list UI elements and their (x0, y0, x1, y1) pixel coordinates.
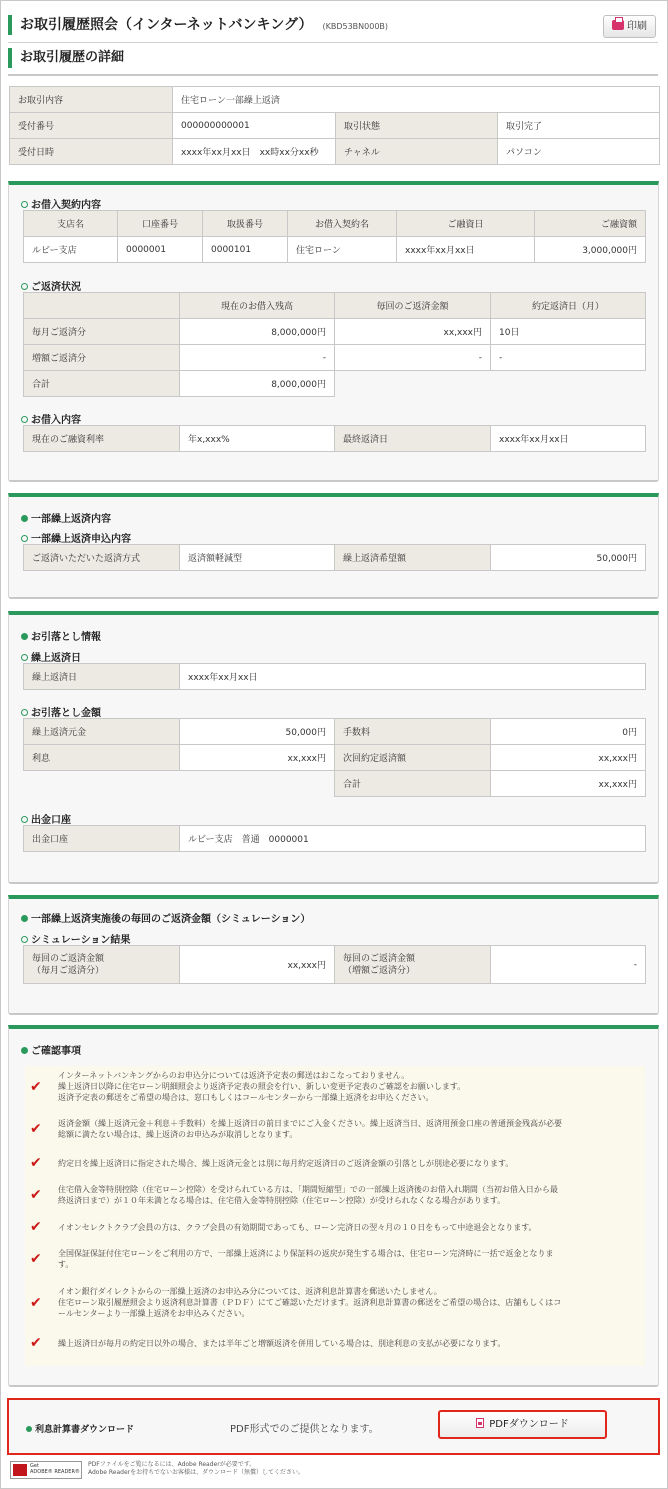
note-text: 全国保証保証付住宅ローンをご利用の方で、一部繰上返済により保証料の返戻が発生する場合は、住宅ローン完済時に一括で返金となりま す。 (58, 1249, 554, 1269)
date-label: 繰上返済日 (24, 664, 180, 690)
balance-cell: 8,000,000円 (180, 371, 335, 397)
receipt-date-label: 受付日時 (10, 139, 173, 165)
rate-label: 現在のご融資利率 (24, 426, 180, 452)
bonus-amount-label: 毎回のご返済金額 （増額ご返済分） (335, 946, 491, 984)
column-header: 現在のお借入残高 (180, 293, 335, 319)
final-date-label: 最終返済日 (335, 426, 491, 452)
contract-name-cell: 住宅ローン (288, 237, 397, 263)
note-text: 繰上返済日が毎月の約定日以外の場合、または半年ごと増額返済を併用している場合は、別途利息の支払が必要になります。 (58, 1339, 506, 1348)
pdf-download-button[interactable]: PDFダウンロード (438, 1410, 607, 1439)
confirmation-heading: ご確認事項 (21, 1042, 81, 1057)
amount-value: 50,000円 (491, 545, 646, 571)
corner-cell (24, 293, 180, 319)
principal-value: 50,000円 (180, 719, 335, 745)
note-text: イオンセレクトクラブ会員の方は、クラブ会員の有効期間であっても、ローン完済日の翌々月の１０日をもって中途退会となります。 (58, 1223, 537, 1232)
loan-amount-cell: 3,000,000円 (535, 237, 646, 263)
loan-contract-heading: お借入契約内容 (21, 196, 101, 211)
loan-contract-table (23, 210, 646, 263)
column-header: 口座番号 (118, 211, 203, 237)
page-title: お取引履歴照会（インターネットバンキング） (KBD53BN000B) (8, 15, 388, 35)
channel-label: チャネル (336, 139, 498, 165)
prepayment-table (23, 544, 646, 571)
note-text: イオン銀行ダイレクトからの一部繰上返済のお申込み分については、返済利息計算書を郵送いたしません。 住宅ローン取引履歴照会より返済利息計算書（ＰＤＦ）にてご確認いただけます。返済利息計算書の郵送をご希望の場合は、店舗もしくはコ ールセンターより一部繰上返済をお申込みください。 (58, 1287, 562, 1318)
monthly-amount-label: 毎回のご返済金額 （毎月ご返済分） (24, 946, 180, 984)
check-icon: ✔ (30, 1187, 42, 1203)
adobe-note: PDFファイルをご覧になるには、Adobe Readerが必要です。 Adobe Readerをお持ちでないお客様は、ダウンロード（無償）してください。 (88, 1461, 305, 1476)
day-cell: - (491, 345, 646, 371)
prepayment-subheading: 一部繰上返済申込内容 (21, 530, 131, 545)
interest-value: xx,xxx円 (180, 745, 335, 771)
pdf-icon (476, 1418, 484, 1428)
repayment-status-table (23, 292, 646, 397)
column-header: 約定返済日（月） (491, 293, 646, 319)
next-payment-value: xx,xxx円 (491, 745, 646, 771)
interest-label: 利息 (24, 745, 180, 771)
screen-code: (KBD53BN000B) (322, 22, 389, 31)
fee-value: 0円 (491, 719, 646, 745)
check-icon: ✔ (30, 1155, 42, 1171)
simulation-subheading: シミュレーション結果 (21, 931, 130, 946)
day-cell: 10日 (491, 319, 646, 345)
branch-cell: ルビー支店 (24, 237, 118, 263)
final-date-value: xxxx年xx月xx日 (491, 426, 646, 452)
debit-date-table (23, 663, 646, 690)
row-label: 毎月ご返済分 (24, 319, 180, 345)
balance-cell: 8,000,000円 (180, 319, 335, 345)
printer-icon (612, 20, 624, 30)
column-header: ご融資額 (535, 211, 646, 237)
note-text: インターネットバンキングからのお申込分については返済予定表の郵送はおこなっておりません。 繰上返済日以降に住宅ローン明細照会より返済予定表の照会を行い、新しい変更予定表のご確認をお願いします。 返済予定表の郵送をご希望の場合は、窓口もしくはコールセンターから一部繰上返済をお申込ください。 (58, 1071, 466, 1102)
check-icon: ✔ (30, 1335, 42, 1351)
account-label: 出金口座 (24, 826, 180, 852)
column-header: 取扱番号 (203, 211, 288, 237)
check-icon: ✔ (30, 1079, 42, 1095)
adobe-logo-icon (13, 1464, 27, 1476)
principal-label: 繰上返済元金 (24, 719, 180, 745)
method-value: 返済額軽減型 (180, 545, 335, 571)
handling-no-cell: 0000101 (203, 237, 288, 263)
loan-details-table (23, 425, 646, 452)
debit-heading: お引落とし情報 (21, 628, 101, 643)
simulation-heading: 一部繰上返済実施後の毎回のご返済金額（シミュレーション） (21, 910, 310, 925)
amount-label: 繰上返済希望額 (335, 545, 491, 571)
receipt-date-value: xxxx年xx月xx日 xx時xx分xx秒 (173, 139, 336, 165)
receipt-no-value: 000000000001 (173, 113, 336, 139)
amount-cell: xx,xxx円 (335, 319, 491, 345)
receipt-no-label: 受付番号 (10, 113, 173, 139)
simulation-table (23, 945, 646, 984)
debit-date-heading: 繰上返済日 (21, 649, 81, 664)
divider (8, 74, 658, 76)
loan-date-cell: xxxx年xx月xx日 (397, 237, 535, 263)
column-header: 支店名 (24, 211, 118, 237)
loan-details-heading: お借入内容 (21, 411, 81, 426)
column-header: 毎回のご返済金額 (335, 293, 491, 319)
debit-amount-table (23, 718, 646, 797)
row-label: 合計 (24, 371, 180, 397)
transaction-value: 住宅ローン一部繰上返済 (173, 87, 660, 113)
adobe-reader-badge[interactable]: Get ADOBE® READER® (10, 1461, 82, 1479)
amount-cell: - (335, 345, 491, 371)
download-section (7, 1398, 660, 1455)
print-button[interactable]: 印刷 (603, 15, 656, 38)
account-table (23, 825, 646, 852)
next-payment-label: 次回約定返済額 (335, 745, 491, 771)
debit-amount-heading: お引落とし金額 (21, 704, 101, 719)
status-value: 取引完了 (498, 113, 660, 139)
total-label: 合計 (335, 771, 491, 797)
check-icon: ✔ (30, 1219, 42, 1235)
note-text: 住宅借入金等特別控除（住宅ローン控除）を受けられている方は、「期間短縮型」での一部繰上返済後のお借入れ期間（当初お借入日から最 終返済日まで）が１０年未満となる場合は、住宅借入金等特別控除（住宅ローン控除）が受けられなくなる場合があります。 (58, 1185, 558, 1205)
column-header: お借入契約名 (288, 211, 397, 237)
channel-value: パソコン (498, 139, 660, 165)
column-header: ご融資日 (397, 211, 535, 237)
check-icon: ✔ (30, 1251, 42, 1267)
transaction-label: お取引内容 (10, 87, 173, 113)
balance-cell: - (180, 345, 335, 371)
account-value: ルビー支店 普通 0000001 (180, 826, 646, 852)
total-value: xx,xxx円 (491, 771, 646, 797)
status-label: 取引状態 (336, 113, 498, 139)
rate-value: 年x,xxx% (180, 426, 335, 452)
row-label: 増額ご返済分 (24, 345, 180, 371)
prepayment-heading: 一部繰上返済内容 (21, 510, 111, 525)
check-icon: ✔ (30, 1295, 42, 1311)
repayment-status-heading: ご返済状況 (21, 278, 81, 293)
section-title: お取引履歴の詳細 (8, 48, 124, 68)
method-label: ご返済いただいた返済方式 (24, 545, 180, 571)
check-icon: ✔ (30, 1121, 42, 1137)
fee-label: 手数料 (335, 719, 491, 745)
note-text: 返済金額（繰上返済元金＋利息＋手数料）を繰上返済日の前日までにご入金ください。繰上返済当日、返済用預金口座の普通預金残高が必要 総額に満たない場合は、繰上返済のお申込みが取消しとなります。 (58, 1119, 562, 1139)
account-heading: 出金口座 (21, 811, 71, 826)
date-value: xxxx年xx月xx日 (180, 664, 646, 690)
summary-table (9, 86, 660, 165)
download-note: PDF形式でのご提供となります。 (230, 1424, 379, 1435)
divider (8, 42, 658, 43)
note-text: 約定日を繰上返済日に指定された場合、繰上返済元金とは別に毎月約定返済日のご返済金額の引落としが別途必要になります。 (58, 1159, 514, 1168)
monthly-amount-value: xx,xxx円 (180, 946, 335, 984)
download-heading: 利息計算書ダウンロード (26, 1422, 134, 1435)
account-no-cell: 0000001 (118, 237, 203, 263)
bonus-amount-value: - (491, 946, 646, 984)
confirmation-notes (25, 1066, 645, 1366)
